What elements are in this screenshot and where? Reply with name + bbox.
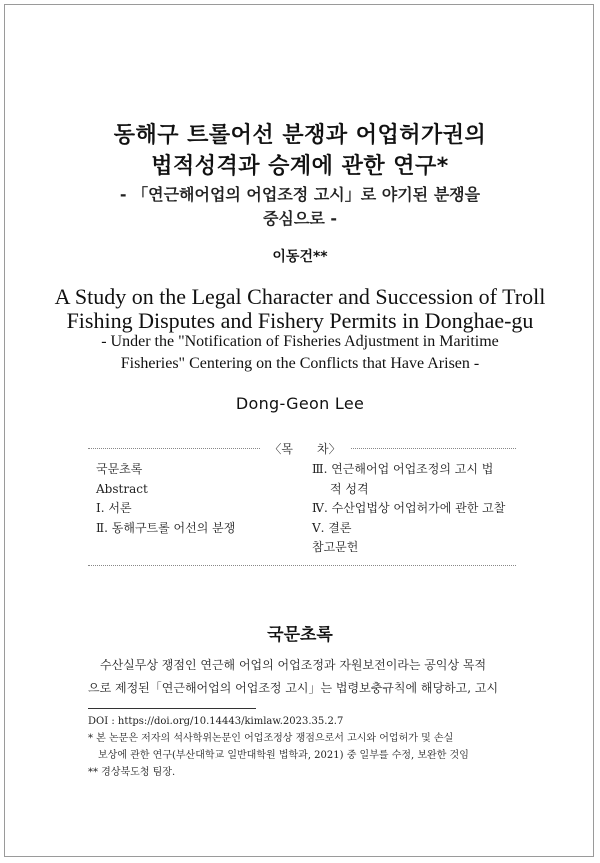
korean-subtitle-line-1: - 「연근해어업의 어업조정 고시」로 야기된 분쟁을 xyxy=(119,185,481,204)
toc-item-abstract[interactable]: Abstract xyxy=(96,481,148,496)
abstract-line-2: 으로 제정된「연근해어업의 어업조정 고시」는 법령보충규칙에 해당하고, 고시 xyxy=(88,681,499,695)
footnotes xyxy=(88,713,520,781)
toc-bottom-rule xyxy=(88,565,516,566)
toc-right-column xyxy=(312,460,522,558)
english-subtitle-line-2: Fisheries" Centering on the Conflicts that Have Arisen - xyxy=(120,355,480,372)
toc-item-section-2[interactable]: Ⅱ. 동해구트롤 어선의 분쟁 xyxy=(96,520,236,535)
toc-left-column xyxy=(96,460,296,538)
toc-heading: 〈목 차〉 xyxy=(260,440,350,456)
author-english: Dong-Geon Lee xyxy=(235,394,365,413)
footnote-1-line-2: 보상에 관한 연구(부산대학교 일반대학원 법학과, 2021) 중 일부를 수정, 보완한 것임 xyxy=(98,750,469,761)
abstract-body xyxy=(88,654,518,700)
footnote-rule xyxy=(88,708,256,709)
abstract-line-1: 수산실무상 쟁점인 연근해 어업의 어업조정과 자원보전이라는 공익상 목적 xyxy=(100,658,487,672)
korean-subtitle-line-2: 중심으로 - xyxy=(262,209,338,228)
english-title-line-2: Fishing Disputes and Fishery Permits in Donghae-gu xyxy=(66,308,534,333)
toc-item-conclusion[interactable]: Ⅴ. 결론 xyxy=(312,520,352,535)
toc-item-section-3[interactable]: Ⅲ. 연근해어업 어업조정의 고시 법 xyxy=(312,462,494,476)
toc-item-section-3-continued[interactable]: 적 성격 xyxy=(330,481,369,496)
table-of-contents xyxy=(88,440,516,566)
toc-item-section-4[interactable]: Ⅳ. 수산업법상 어업허가에 관한 고찰 xyxy=(312,501,506,515)
korean-title-line-1: 동해구 트롤어선 분쟁과 어업허가권의 xyxy=(113,123,487,148)
author-korean: 이동건** xyxy=(272,249,328,265)
english-subtitle-line-1: - Under the "Notification of Fisheries Adjustment in Maritime xyxy=(101,333,499,350)
toc-item-references[interactable]: 참고문헌 xyxy=(312,540,359,554)
footnote-doi[interactable]: DOI : https://doi.org/10.14443/kimlaw.2023.35.2.7 xyxy=(88,716,344,727)
toc-item-introduction[interactable]: Ⅰ. 서론 xyxy=(96,501,132,515)
toc-item-korean-abstract[interactable]: 국문초록 xyxy=(96,462,143,476)
abstract-heading: 국문초록 xyxy=(267,625,333,645)
korean-title-line-2: 법적성격과 승계에 관한 연구* xyxy=(151,154,449,179)
footnote-1-line-1: * 본 논문은 저자의 석사학위논문인 어업조정상 쟁점으로서 고시와 어업허가 및 손실 xyxy=(88,733,454,744)
footnote-2: ** 경상북도청 팀장. xyxy=(88,767,176,778)
english-title-line-1: A Study on the Legal Character and Succession of Troll xyxy=(54,284,546,309)
